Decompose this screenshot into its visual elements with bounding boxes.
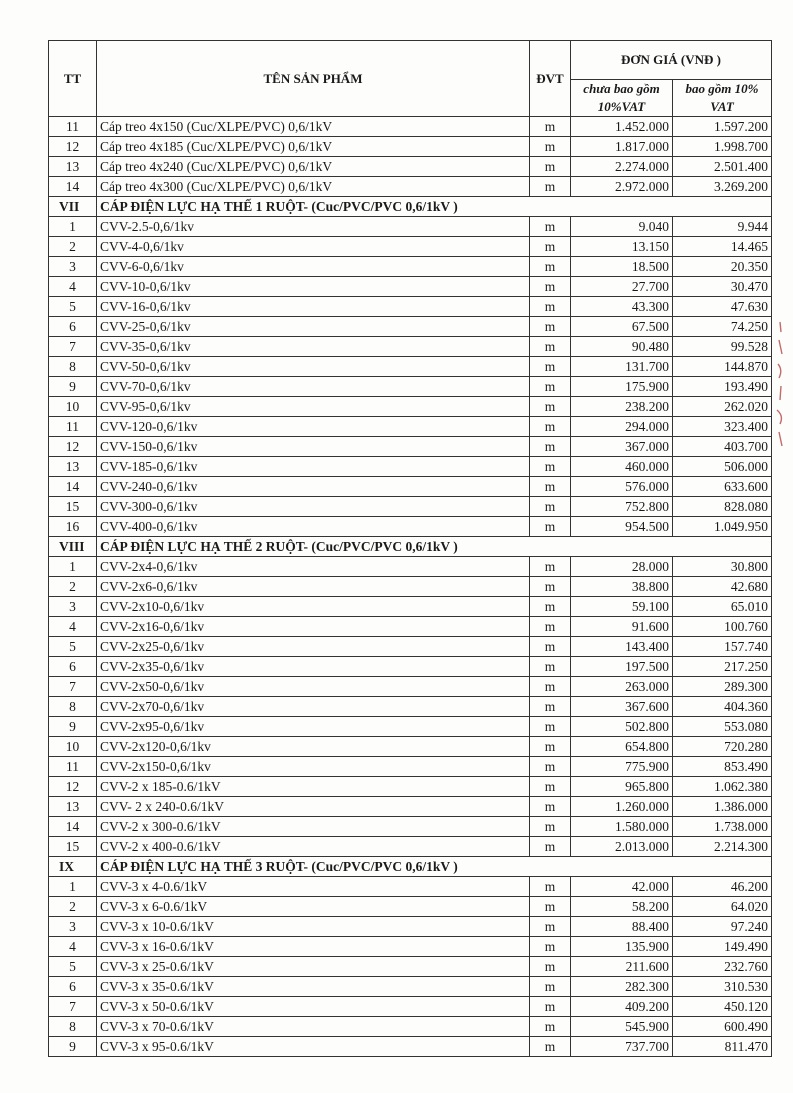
- price-excl-vat: 143.400: [571, 637, 673, 657]
- price-incl-vat: 193.490: [673, 377, 772, 397]
- row-number: 6: [49, 657, 97, 677]
- price-excl-vat: 965.800: [571, 777, 673, 797]
- price-incl-vat: 811.470: [673, 1037, 772, 1057]
- unit: m: [530, 577, 571, 597]
- section-code: IX: [49, 857, 97, 877]
- row-number: 4: [49, 617, 97, 637]
- row-number: 12: [49, 437, 97, 457]
- unit: m: [530, 657, 571, 677]
- price-incl-vat: 144.870: [673, 357, 772, 377]
- row-number: 13: [49, 457, 97, 477]
- product-name: CVV-400-0,6/1kv: [97, 517, 530, 537]
- unit: m: [530, 697, 571, 717]
- row-number: 13: [49, 157, 97, 177]
- price-incl-vat: 30.470: [673, 277, 772, 297]
- unit: m: [530, 237, 571, 257]
- unit: m: [530, 837, 571, 857]
- price-excl-vat: 90.480: [571, 337, 673, 357]
- header-unit-price: ĐƠN GIÁ (VNĐ ): [571, 41, 772, 80]
- section-title: CÁP ĐIỆN LỰC HẠ THẾ 1 RUỘT- (Cuc/PVC/PVC 0,6/1kV ): [97, 197, 772, 217]
- price-excl-vat: 43.300: [571, 297, 673, 317]
- product-name: CVV-3 x 50-0.6/1kV: [97, 997, 530, 1017]
- price-incl-vat: 1.738.000: [673, 817, 772, 837]
- price-excl-vat: 1.580.000: [571, 817, 673, 837]
- table-row: [49, 657, 772, 677]
- row-number: 14: [49, 177, 97, 197]
- table-row: [49, 997, 772, 1017]
- product-name: CVV-10-0,6/1kv: [97, 277, 530, 297]
- table-row: [49, 317, 772, 337]
- section-header-row: [49, 537, 772, 557]
- price-excl-vat: 13.150: [571, 237, 673, 257]
- unit: m: [530, 997, 571, 1017]
- unit: m: [530, 797, 571, 817]
- price-excl-vat: 9.040: [571, 217, 673, 237]
- price-incl-vat: 506.000: [673, 457, 772, 477]
- product-name: CVV-185-0,6/1kv: [97, 457, 530, 477]
- price-excl-vat: 59.100: [571, 597, 673, 617]
- product-name: CVV-50-0,6/1kv: [97, 357, 530, 377]
- table-row: [49, 1037, 772, 1057]
- table-row: [49, 357, 772, 377]
- unit: m: [530, 157, 571, 177]
- price-excl-vat: 175.900: [571, 377, 673, 397]
- unit: m: [530, 637, 571, 657]
- unit: m: [530, 397, 571, 417]
- price-incl-vat: 1.597.200: [673, 117, 772, 137]
- price-excl-vat: 654.800: [571, 737, 673, 757]
- price-incl-vat: 600.490: [673, 1017, 772, 1037]
- price-excl-vat: 263.000: [571, 677, 673, 697]
- table-row: [49, 737, 772, 757]
- price-excl-vat: 211.600: [571, 957, 673, 977]
- price-excl-vat: 545.900: [571, 1017, 673, 1037]
- price-incl-vat: 14.465: [673, 237, 772, 257]
- price-excl-vat: 91.600: [571, 617, 673, 637]
- product-name: CVV-2x50-0,6/1kv: [97, 677, 530, 697]
- unit: m: [530, 897, 571, 917]
- unit: m: [530, 917, 571, 937]
- row-number: 11: [49, 117, 97, 137]
- table-row: [49, 437, 772, 457]
- product-name: CVV-150-0,6/1kv: [97, 437, 530, 457]
- price-excl-vat: 409.200: [571, 997, 673, 1017]
- row-number: 7: [49, 997, 97, 1017]
- unit: m: [530, 617, 571, 637]
- product-name: CVV-70-0,6/1kv: [97, 377, 530, 397]
- price-incl-vat: 404.360: [673, 697, 772, 717]
- row-number: 10: [49, 397, 97, 417]
- row-number: 8: [49, 1017, 97, 1037]
- price-incl-vat: 9.944: [673, 217, 772, 237]
- product-name: CVV-25-0,6/1kv: [97, 317, 530, 337]
- price-excl-vat: 27.700: [571, 277, 673, 297]
- unit: m: [530, 357, 571, 377]
- header-price-incl-vat: bao gồm 10% VAT: [673, 80, 772, 117]
- price-excl-vat: 38.800: [571, 577, 673, 597]
- product-name: Cáp treo 4x240 (Cuc/XLPE/PVC) 0,6/1kV: [97, 157, 530, 177]
- unit: m: [530, 497, 571, 517]
- product-name: CVV-3 x 35-0.6/1kV: [97, 977, 530, 997]
- price-excl-vat: 42.000: [571, 877, 673, 897]
- unit: m: [530, 317, 571, 337]
- price-incl-vat: 2.501.400: [673, 157, 772, 177]
- price-incl-vat: 553.080: [673, 717, 772, 737]
- price-incl-vat: 828.080: [673, 497, 772, 517]
- product-name: CVV-35-0,6/1kv: [97, 337, 530, 357]
- unit: m: [530, 777, 571, 797]
- price-incl-vat: 1.049.950: [673, 517, 772, 537]
- price-incl-vat: 232.760: [673, 957, 772, 977]
- unit: m: [530, 437, 571, 457]
- unit: m: [530, 937, 571, 957]
- table-row: [49, 717, 772, 737]
- product-name: CVV-16-0,6/1kv: [97, 297, 530, 317]
- row-number: 16: [49, 517, 97, 537]
- unit: m: [530, 1017, 571, 1037]
- product-name: CVV-2x150-0,6/1kv: [97, 757, 530, 777]
- table-row: [49, 917, 772, 937]
- section-title: CÁP ĐIỆN LỰC HẠ THẾ 3 RUỘT- (Cuc/PVC/PVC 0,6/1kV ): [97, 857, 772, 877]
- row-number: 6: [49, 977, 97, 997]
- price-incl-vat: 720.280: [673, 737, 772, 757]
- row-number: 3: [49, 917, 97, 937]
- price-incl-vat: 403.700: [673, 437, 772, 457]
- product-name: CVV-2x120-0,6/1kv: [97, 737, 530, 757]
- price-excl-vat: 752.800: [571, 497, 673, 517]
- table-row: [49, 777, 772, 797]
- unit: m: [530, 1037, 571, 1057]
- table-row: [49, 397, 772, 417]
- price-incl-vat: 74.250: [673, 317, 772, 337]
- unit: m: [530, 877, 571, 897]
- product-name: CVV-2 x 185-0.6/1kV: [97, 777, 530, 797]
- price-incl-vat: 2.214.300: [673, 837, 772, 857]
- row-number: 1: [49, 557, 97, 577]
- row-number: 15: [49, 837, 97, 857]
- table-row: [49, 217, 772, 237]
- price-excl-vat: 131.700: [571, 357, 673, 377]
- table-row: [49, 1017, 772, 1037]
- row-number: 9: [49, 717, 97, 737]
- product-name: CVV-3 x 6-0.6/1kV: [97, 897, 530, 917]
- header-price-excl-vat: chưa bao gồm 10%VAT: [571, 80, 673, 117]
- row-number: 3: [49, 597, 97, 617]
- product-name: CVV-2x16-0,6/1kv: [97, 617, 530, 637]
- product-name: CVV-2x95-0,6/1kv: [97, 717, 530, 737]
- unit: m: [530, 977, 571, 997]
- price-incl-vat: 450.120: [673, 997, 772, 1017]
- product-name: CVV-3 x 25-0.6/1kV: [97, 957, 530, 977]
- row-number: 12: [49, 137, 97, 157]
- table-row: [49, 577, 772, 597]
- unit: m: [530, 517, 571, 537]
- price-incl-vat: 262.020: [673, 397, 772, 417]
- table-row: [49, 477, 772, 497]
- price-table: [48, 40, 772, 1057]
- price-excl-vat: 18.500: [571, 257, 673, 277]
- unit: m: [530, 757, 571, 777]
- product-name: CVV-95-0,6/1kv: [97, 397, 530, 417]
- row-number: 9: [49, 377, 97, 397]
- unit: m: [530, 817, 571, 837]
- table-row: [49, 877, 772, 897]
- price-excl-vat: 238.200: [571, 397, 673, 417]
- section-code: VII: [49, 197, 97, 217]
- table-row: [49, 797, 772, 817]
- product-name: CVV-2 x 300-0.6/1kV: [97, 817, 530, 837]
- price-incl-vat: 64.020: [673, 897, 772, 917]
- price-excl-vat: 737.700: [571, 1037, 673, 1057]
- table-row: [49, 897, 772, 917]
- row-number: 8: [49, 697, 97, 717]
- unit: m: [530, 457, 571, 477]
- unit: m: [530, 177, 571, 197]
- unit: m: [530, 957, 571, 977]
- price-incl-vat: 310.530: [673, 977, 772, 997]
- product-name: CVV-2x4-0,6/1kv: [97, 557, 530, 577]
- product-name: CVV-2x70-0,6/1kv: [97, 697, 530, 717]
- row-number: 5: [49, 957, 97, 977]
- row-number: 5: [49, 297, 97, 317]
- table-row: [49, 957, 772, 977]
- price-excl-vat: 367.000: [571, 437, 673, 457]
- price-excl-vat: 2.274.000: [571, 157, 673, 177]
- row-number: 5: [49, 637, 97, 657]
- price-excl-vat: 367.600: [571, 697, 673, 717]
- price-incl-vat: 30.800: [673, 557, 772, 577]
- price-excl-vat: 954.500: [571, 517, 673, 537]
- price-incl-vat: 1.062.380: [673, 777, 772, 797]
- row-number: 1: [49, 217, 97, 237]
- price-incl-vat: 217.250: [673, 657, 772, 677]
- section-header-row: [49, 197, 772, 217]
- table-row: [49, 177, 772, 197]
- table-body: [49, 117, 772, 1057]
- price-excl-vat: 1.260.000: [571, 797, 673, 817]
- price-incl-vat: 323.400: [673, 417, 772, 437]
- price-incl-vat: 289.300: [673, 677, 772, 697]
- product-name: CVV-3 x 95-0.6/1kV: [97, 1037, 530, 1057]
- price-incl-vat: 99.528: [673, 337, 772, 357]
- price-excl-vat: 2.972.000: [571, 177, 673, 197]
- product-name: CVV-240-0,6/1kv: [97, 477, 530, 497]
- row-number: 13: [49, 797, 97, 817]
- price-incl-vat: 157.740: [673, 637, 772, 657]
- row-number: 3: [49, 257, 97, 277]
- product-name: CVV-4-0,6/1kv: [97, 237, 530, 257]
- table-row: [49, 417, 772, 437]
- row-number: 4: [49, 937, 97, 957]
- margin-handwriting-marks: [771, 320, 789, 450]
- table-row: [49, 837, 772, 857]
- product-name: CVV- 2 x 240-0.6/1kV: [97, 797, 530, 817]
- unit: m: [530, 257, 571, 277]
- table-row: [49, 117, 772, 137]
- product-name: CVV-2x6-0,6/1kv: [97, 577, 530, 597]
- section-code: VIII: [49, 537, 97, 557]
- product-name: Cáp treo 4x300 (Cuc/XLPE/PVC) 0,6/1kV: [97, 177, 530, 197]
- product-name: CVV-2x25-0,6/1kv: [97, 637, 530, 657]
- section-title: CÁP ĐIỆN LỰC HẠ THẾ 2 RUỘT- (Cuc/PVC/PVC 0,6/1kV ): [97, 537, 772, 557]
- product-name: Cáp treo 4x185 (Cuc/XLPE/PVC) 0,6/1kV: [97, 137, 530, 157]
- table-row: [49, 297, 772, 317]
- price-excl-vat: 67.500: [571, 317, 673, 337]
- price-incl-vat: 1.998.700: [673, 137, 772, 157]
- table-row: [49, 137, 772, 157]
- row-number: 11: [49, 757, 97, 777]
- product-name: CVV-2x35-0,6/1kv: [97, 657, 530, 677]
- unit: m: [530, 117, 571, 137]
- price-excl-vat: 282.300: [571, 977, 673, 997]
- price-incl-vat: 1.386.000: [673, 797, 772, 817]
- row-number: 2: [49, 237, 97, 257]
- price-excl-vat: 576.000: [571, 477, 673, 497]
- row-number: 7: [49, 337, 97, 357]
- row-number: 10: [49, 737, 97, 757]
- price-incl-vat: 42.680: [673, 577, 772, 597]
- row-number: 2: [49, 897, 97, 917]
- unit: m: [530, 477, 571, 497]
- price-excl-vat: 460.000: [571, 457, 673, 477]
- price-excl-vat: 775.900: [571, 757, 673, 777]
- unit: m: [530, 337, 571, 357]
- table-row: [49, 757, 772, 777]
- section-header-row: [49, 857, 772, 877]
- unit: m: [530, 597, 571, 617]
- row-number: 1: [49, 877, 97, 897]
- table-row: [49, 677, 772, 697]
- price-excl-vat: 135.900: [571, 937, 673, 957]
- product-name: CVV-6-0,6/1kv: [97, 257, 530, 277]
- product-name: CVV-3 x 10-0.6/1kV: [97, 917, 530, 937]
- product-name: CVV-3 x 16-0.6/1kV: [97, 937, 530, 957]
- table-header: [49, 41, 772, 117]
- row-number: 4: [49, 277, 97, 297]
- product-name: CVV-300-0,6/1kv: [97, 497, 530, 517]
- table-row: [49, 277, 772, 297]
- price-incl-vat: 633.600: [673, 477, 772, 497]
- table-row: [49, 937, 772, 957]
- product-name: CVV-2.5-0,6/1kv: [97, 217, 530, 237]
- price-incl-vat: 853.490: [673, 757, 772, 777]
- row-number: 14: [49, 477, 97, 497]
- table-row: [49, 697, 772, 717]
- price-excl-vat: 28.000: [571, 557, 673, 577]
- row-number: 2: [49, 577, 97, 597]
- price-incl-vat: 100.760: [673, 617, 772, 637]
- product-name: CVV-2x10-0,6/1kv: [97, 597, 530, 617]
- table-row: [49, 977, 772, 997]
- table-row: [49, 597, 772, 617]
- price-incl-vat: 3.269.200: [673, 177, 772, 197]
- unit: m: [530, 737, 571, 757]
- price-excl-vat: 1.817.000: [571, 137, 673, 157]
- row-number: 8: [49, 357, 97, 377]
- price-excl-vat: 58.200: [571, 897, 673, 917]
- price-excl-vat: 2.013.000: [571, 837, 673, 857]
- table-row: [49, 557, 772, 577]
- table-row: [49, 237, 772, 257]
- table-row: [49, 637, 772, 657]
- row-number: 12: [49, 777, 97, 797]
- table-row: [49, 257, 772, 277]
- table-row: [49, 497, 772, 517]
- header-tt: TT: [49, 41, 97, 117]
- table-row: [49, 157, 772, 177]
- header-product-name: TÊN SẢN PHẨM: [97, 41, 530, 117]
- unit: m: [530, 217, 571, 237]
- unit: m: [530, 557, 571, 577]
- unit: m: [530, 677, 571, 697]
- price-incl-vat: 149.490: [673, 937, 772, 957]
- row-number: 9: [49, 1037, 97, 1057]
- price-excl-vat: 294.000: [571, 417, 673, 437]
- row-number: 14: [49, 817, 97, 837]
- unit: m: [530, 417, 571, 437]
- price-incl-vat: 46.200: [673, 877, 772, 897]
- unit: m: [530, 297, 571, 317]
- table-row: [49, 517, 772, 537]
- unit: m: [530, 277, 571, 297]
- table-row: [49, 377, 772, 397]
- product-name: CVV-2 x 400-0.6/1kV: [97, 837, 530, 857]
- price-excl-vat: 197.500: [571, 657, 673, 677]
- price-incl-vat: 47.630: [673, 297, 772, 317]
- unit: m: [530, 137, 571, 157]
- row-number: 11: [49, 417, 97, 437]
- row-number: 6: [49, 317, 97, 337]
- table-row: [49, 817, 772, 837]
- unit: m: [530, 377, 571, 397]
- price-excl-vat: 1.452.000: [571, 117, 673, 137]
- table-row: [49, 457, 772, 477]
- price-incl-vat: 65.010: [673, 597, 772, 617]
- table-row: [49, 337, 772, 357]
- row-number: 7: [49, 677, 97, 697]
- product-name: Cáp treo 4x150 (Cuc/XLPE/PVC) 0,6/1kV: [97, 117, 530, 137]
- price-incl-vat: 20.350: [673, 257, 772, 277]
- unit: m: [530, 717, 571, 737]
- price-excl-vat: 88.400: [571, 917, 673, 937]
- table-row: [49, 617, 772, 637]
- price-excl-vat: 502.800: [571, 717, 673, 737]
- product-name: CVV-3 x 70-0.6/1kV: [97, 1017, 530, 1037]
- product-name: CVV-3 x 4-0.6/1kV: [97, 877, 530, 897]
- product-name: CVV-120-0,6/1kv: [97, 417, 530, 437]
- header-unit: ĐVT: [530, 41, 571, 117]
- price-incl-vat: 97.240: [673, 917, 772, 937]
- row-number: 15: [49, 497, 97, 517]
